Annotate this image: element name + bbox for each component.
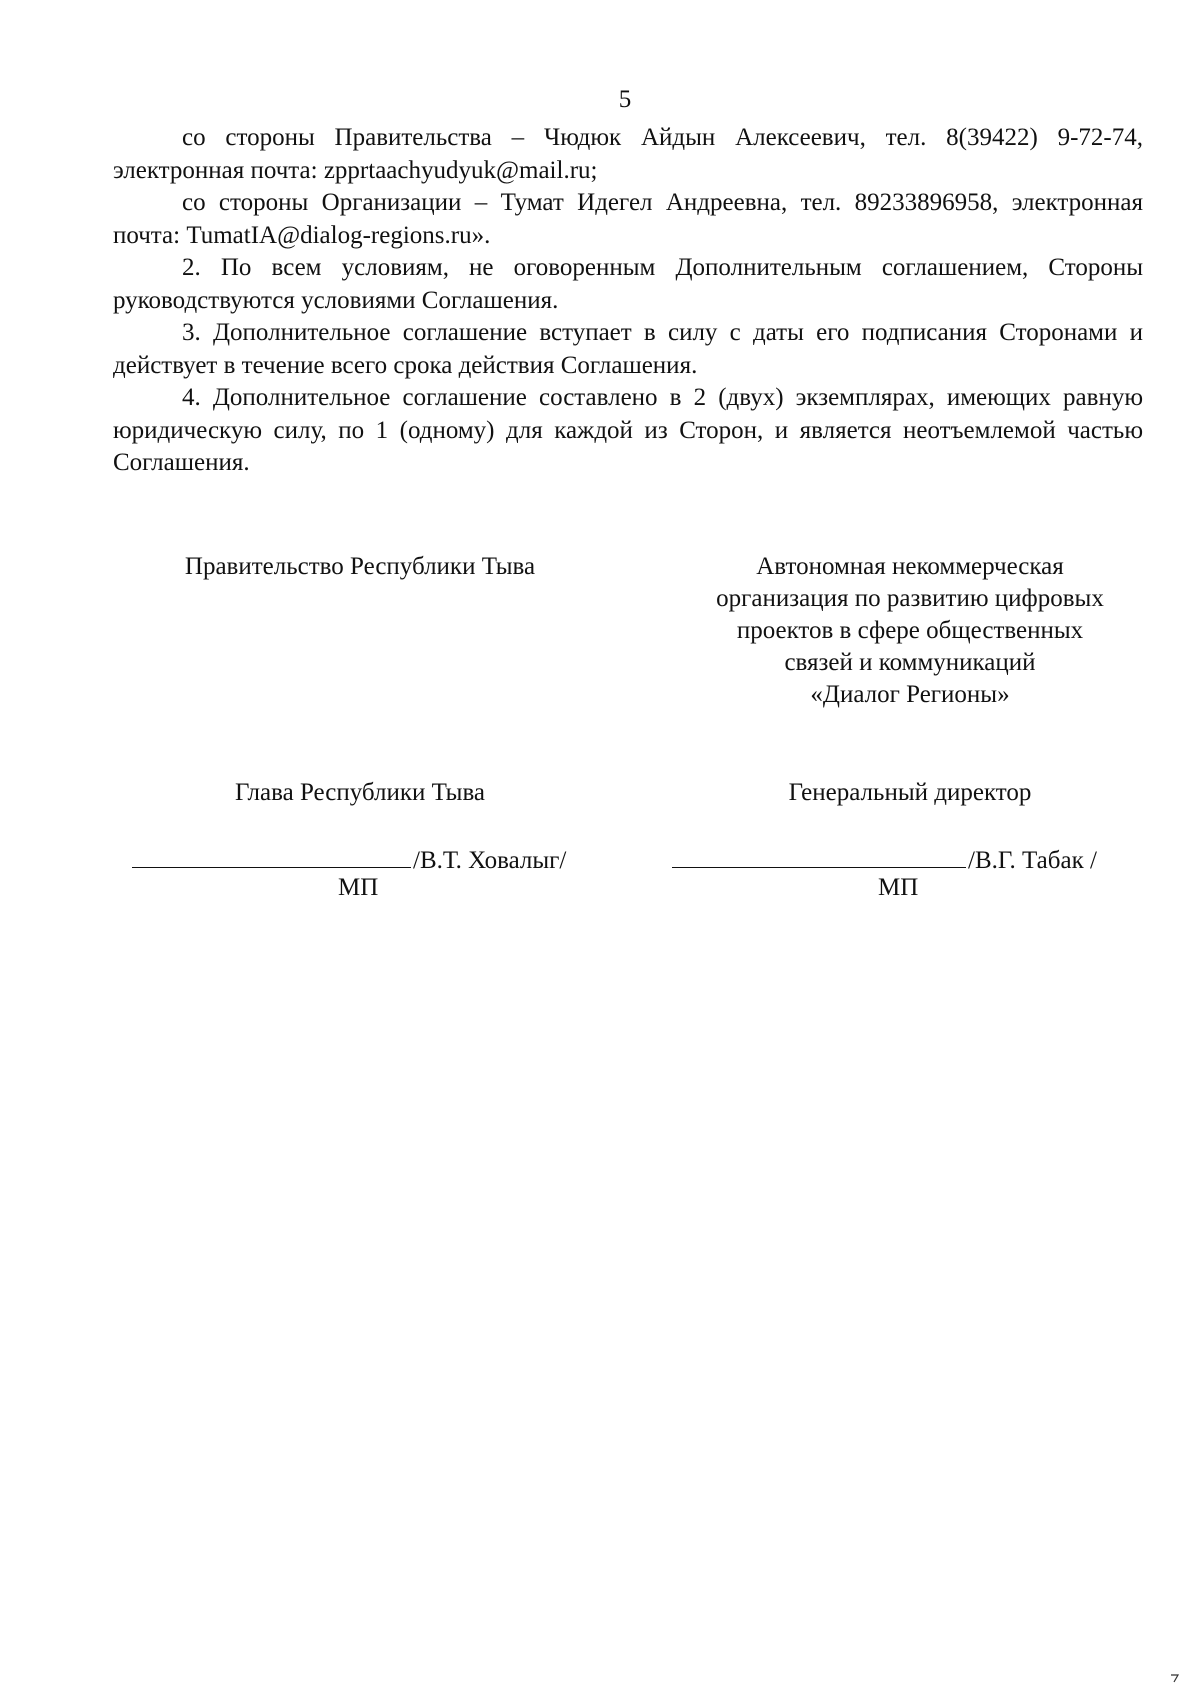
paragraph-clause-3: 3. Дополнительное соглашение вступает в силу с даты его подписания Сторонами и действует в течение всего срока действия Соглашения. — [113, 319, 1143, 379]
right-org-line: Автономная некоммерческая — [756, 553, 1064, 580]
paragraph-clause-4: 4. Дополнительное соглашение составлено в 2 (двух) экземплярах, имеющих равную юридическую силу, по 1 (одному) для каждой из Сторон, и является неотъемлемой частью Соглашения. — [113, 384, 1143, 476]
page-number: 5 — [618, 86, 632, 113]
left-signatory-name: /В.Т. Ховалыг/ — [413, 847, 567, 874]
agreement-body — [113, 122, 1143, 480]
paragraph-government-contact: со стороны Правительства – Чюдюк Айдын Алексеевич, тел. 8(39422) 9-72-74, электронная почта: zpprtaachyudyuk@mail.ru; — [113, 124, 1143, 184]
right-org-line: связей и коммуникаций — [784, 649, 1036, 676]
left-signature-underline — [132, 843, 411, 868]
left-stamp-placeholder: МП — [338, 874, 379, 901]
right-org-line: «Диалог Регионы» — [810, 681, 1010, 708]
right-org-line: проектов в сфере общественных — [736, 617, 1084, 644]
left-signature-line — [132, 843, 566, 875]
right-party-organization — [640, 551, 1180, 711]
left-signatory-position: Глава Республики Тыва — [234, 779, 486, 806]
paragraph-organization-contact: со стороны Организации – Тумат Идегел Андреевна, тел. 89233896958, электронная почта: TumatIA@dialog-regions.ru». — [113, 189, 1143, 249]
left-party-organization: Правительство Республики Тыва — [184, 553, 536, 580]
right-signatory-name: /В.Г. Табак / — [968, 847, 1097, 874]
right-stamp-placeholder: МП — [878, 874, 919, 901]
right-signatory-position: Генеральный директор — [788, 779, 1032, 806]
corner-scan-mark-icon — [1170, 1673, 1180, 1683]
right-org-line: организация по развитию цифровых — [716, 585, 1104, 612]
right-signature-underline — [672, 843, 966, 868]
right-signature-line — [672, 843, 1097, 875]
paragraph-clause-2: 2. По всем условиям, не оговоренным Дополнительным соглашением, Стороны руководствуются условиями Соглашения. — [113, 254, 1143, 314]
